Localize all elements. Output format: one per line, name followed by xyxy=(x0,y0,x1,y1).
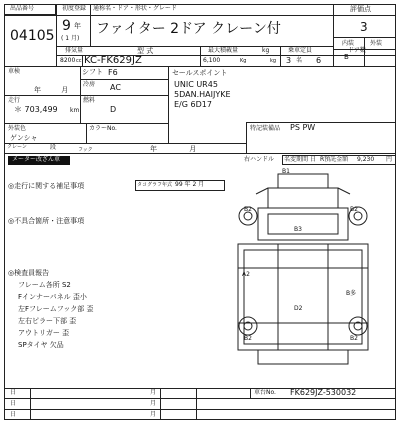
seller-line-3: E/G 6D17 xyxy=(174,100,212,109)
repair-title: ◎走行に関する補足事項 xyxy=(8,182,85,190)
exterior-label: 外装 xyxy=(370,40,383,47)
fuel-label: 燃料 xyxy=(83,97,96,104)
spec-div-1 xyxy=(82,55,83,66)
recycle-value: 9,230 xyxy=(357,156,375,163)
footer-row3-day: 日 xyxy=(10,411,17,418)
diagram-windshield xyxy=(268,214,338,234)
inspector-line-6: SPタイヤ 欠品 xyxy=(18,341,64,349)
shift-label: シフト xyxy=(82,68,103,76)
footer-row2-day: 日 xyxy=(10,400,17,407)
lot-label: 出品番号 xyxy=(10,5,35,12)
model-value: KC-FK629JZ xyxy=(84,55,142,66)
mileage-value: ＊ 703,499 xyxy=(14,105,58,114)
inspector-line-5: アウトリガー 歪 xyxy=(18,329,70,337)
crane-stage: 段 xyxy=(50,144,57,151)
year-suffix: 年 xyxy=(74,22,81,30)
mark-b1: B1 xyxy=(282,168,290,175)
hline-details-bottom xyxy=(4,153,396,154)
mark-d2: D2 xyxy=(294,305,303,312)
inspector-line-1: フレーム各所 S2 xyxy=(18,281,71,289)
displacement-label: 排気量 xyxy=(65,47,84,54)
lot-number: 04105 xyxy=(10,28,55,44)
inspector-title: ◎検査員報告 xyxy=(8,269,50,277)
grade-label: 評価点 xyxy=(350,5,371,13)
seller-label: セールスポイント xyxy=(172,69,228,77)
inspection-value: 年 月 xyxy=(34,86,69,94)
load-unit-b: kg xyxy=(270,58,277,64)
mark-b3: B3 xyxy=(294,226,302,233)
mark-b-plus: B多 xyxy=(346,290,357,297)
inspection-label: 車検 xyxy=(8,68,21,75)
seller-line-1: UNIC UR45 xyxy=(174,80,218,89)
vin-value: FK629JZ-530032 xyxy=(290,388,357,397)
capacity-unit: 名 xyxy=(296,57,303,64)
model-label: 型 式 xyxy=(137,47,154,55)
tachograph-label: タコグラフ年式 xyxy=(137,182,173,188)
vin-label: 車台No. xyxy=(254,389,276,396)
footer-row2-month: 月 xyxy=(150,400,157,407)
year-prefix: 9 xyxy=(62,18,71,34)
reg-month: ( 1 月) xyxy=(61,35,80,42)
crane-year: 年 月 xyxy=(150,145,197,153)
detail-div-seller xyxy=(168,66,169,143)
equip-label: 特記装備品 xyxy=(250,125,281,132)
capacity-label: 乗車定員 xyxy=(288,47,313,54)
diagram-bed xyxy=(238,244,368,350)
col-divider-2 xyxy=(90,4,91,46)
door-value: 6 xyxy=(316,56,322,65)
equip-value: PS PW xyxy=(290,123,316,132)
mark-b2-right-top: B2 xyxy=(350,206,358,213)
crane-hook: フック xyxy=(78,147,93,153)
diagram-bed-inner xyxy=(244,250,362,344)
diagram-front-bumper xyxy=(278,174,328,188)
handle-label: 右ハンドル xyxy=(244,156,275,163)
load-unit-label: kg xyxy=(262,47,270,54)
footer-div-3 xyxy=(196,388,197,420)
color-value: ゲンシャ xyxy=(10,134,38,142)
shift-value: F6 xyxy=(108,68,118,77)
footer-div-2 xyxy=(160,388,161,420)
max-load-value: 6,100 xyxy=(203,57,221,64)
hline-header-bottom xyxy=(4,66,396,67)
hline-footer-1 xyxy=(4,398,396,399)
hline-inspect xyxy=(4,95,168,96)
displacement-value: 8200 xyxy=(60,57,76,64)
mileage-label: 走行 xyxy=(8,97,21,104)
diagram-cab xyxy=(258,208,348,240)
aircon-label: 冷房 xyxy=(83,81,96,88)
footer-div-1 xyxy=(30,388,31,420)
door-label: ドア数 xyxy=(348,47,366,54)
interior-label: 内装 xyxy=(342,40,355,47)
rename-value: 日 xyxy=(310,156,317,163)
max-load-label: 最大積載量 xyxy=(208,47,239,54)
type-label: 通称名・ドア・形状・グレード xyxy=(93,5,177,12)
crane-label: クレーン xyxy=(7,144,27,150)
inspector-line-4: 左右ピラー下部 歪 xyxy=(18,317,77,325)
diagram-hood xyxy=(268,188,338,208)
diagram-rear-bumper xyxy=(258,350,348,364)
diagram-mirror-left xyxy=(256,188,268,194)
inspector-line-2: Fインナーパネル 歪小 xyxy=(18,293,87,301)
color-label: 外装色 xyxy=(8,125,27,132)
detail-div-color xyxy=(86,123,87,143)
diagram-wheel-rl xyxy=(239,317,257,335)
displacement-unit: cc xyxy=(76,58,82,64)
seller-line-2: 5DAN.HAIJYKE xyxy=(174,90,231,99)
aircon-value: AC xyxy=(110,83,121,92)
interior-value: B xyxy=(344,53,349,61)
reg-label: 初度登録 xyxy=(62,5,87,12)
hline-header-top xyxy=(4,15,396,16)
hline-shift xyxy=(80,79,168,80)
hline-equip xyxy=(246,122,396,123)
footer-row1-month: 月 xyxy=(150,389,157,396)
fuel-value: D xyxy=(110,105,117,114)
vehicle-title: ファイター 2ドア クレーン付 xyxy=(96,21,281,37)
meter-tampered-label: メーター改ざん車 xyxy=(12,156,61,163)
diagram-mirror-right xyxy=(338,188,350,194)
hline-footer-2 xyxy=(4,409,396,410)
color-no-label: カラーNo. xyxy=(89,125,117,132)
footer-row3-month: 月 xyxy=(150,411,157,418)
diagram-wheel-rr xyxy=(349,317,367,335)
vehicle-diagram xyxy=(228,168,378,378)
detail-div-equip xyxy=(246,122,247,154)
recycle-unit: 円 xyxy=(386,156,393,163)
mark-b2-right-bottom: B2 xyxy=(350,335,358,342)
recycle-label: R預託金額 xyxy=(320,156,349,163)
inspector-line-3: 左Fフレームフック部 歪 xyxy=(18,305,94,313)
spec-div-2 xyxy=(200,46,201,66)
tachograph-value: 99 年 2 月 xyxy=(175,181,205,188)
col-divider-1 xyxy=(56,4,57,66)
max-load-unit: Kg xyxy=(240,58,247,64)
footer-row1-day: 日 xyxy=(10,389,17,396)
mark-b2-left-bottom: B2 xyxy=(244,335,252,342)
grade-value: 3 xyxy=(360,20,368,34)
capacity-value: 3 xyxy=(286,56,292,65)
mark-a2: A2 xyxy=(242,271,250,278)
mark-b2-left-top: B2 xyxy=(244,206,252,213)
col-divider-grade xyxy=(333,4,334,66)
spec-div-3 xyxy=(280,46,281,66)
mileage-unit: km xyxy=(70,107,80,114)
rename-label: 名変期間 xyxy=(284,156,309,163)
defect-title: ◎不具合箇所・注意事項 xyxy=(8,217,85,225)
footer-div-vin xyxy=(250,388,251,398)
hline-color xyxy=(4,143,246,144)
